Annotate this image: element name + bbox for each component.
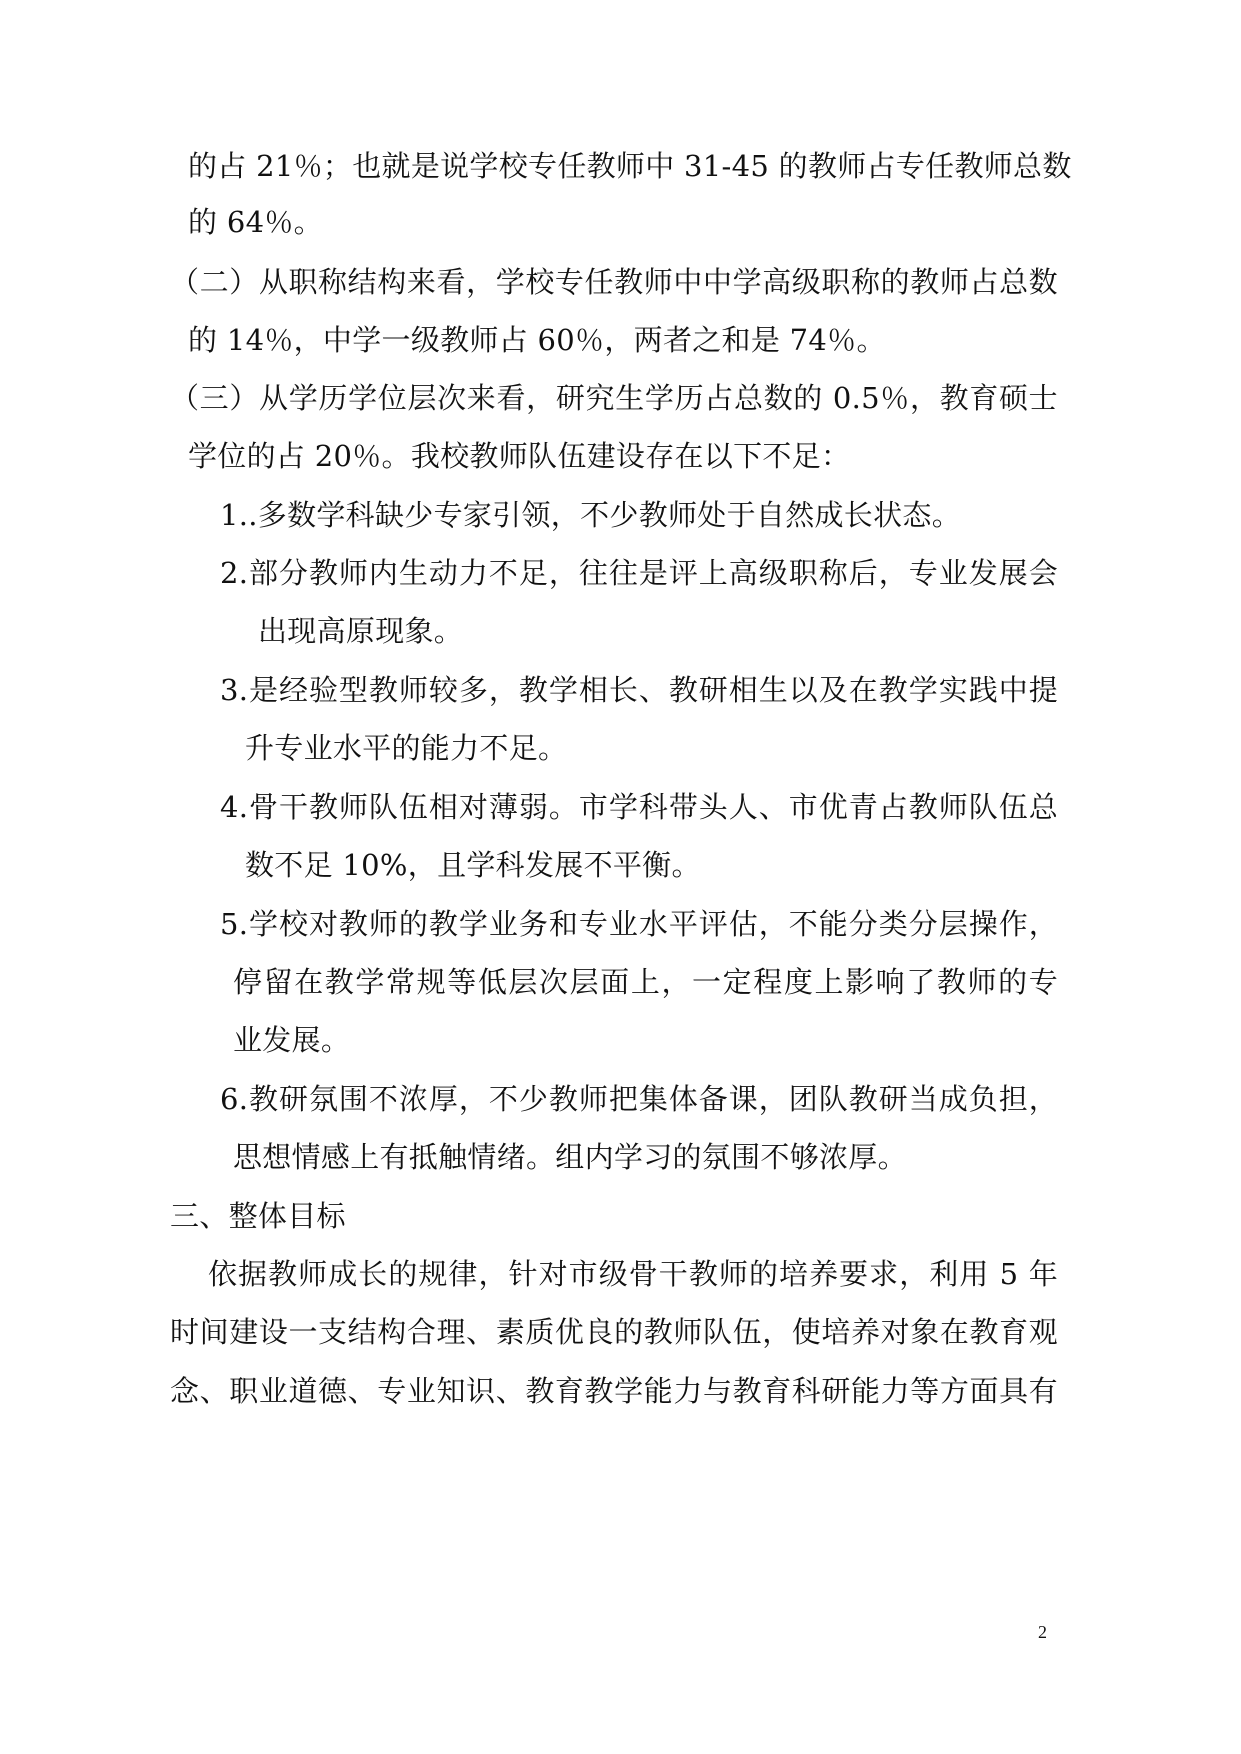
text-line: 学位的占 20％。我校教师队伍建设存在以下不足： — [188, 439, 851, 473]
text-line: 念、职业道德、专业知识、教育教学能力与教育科研能力等方面具有 — [170, 1374, 1058, 1408]
list-item: 1..多数学科缺少专家引领，不少教师处于自然成长状态。 — [220, 498, 961, 532]
list-item: 2.部分教师内生动力不足，往往是评上高级职称后，专业发展会 — [220, 556, 1058, 590]
list-item: 5.学校对教师的教学业务和专业水平评估，不能分类分层操作， — [220, 907, 1058, 941]
section-heading: 三、整体目标 — [170, 1199, 346, 1233]
list-item: 6.教研氛围不浓厚，不少教师把集体备课，团队教研当成负担， — [220, 1082, 1058, 1116]
list-item-continuation: 思想情感上有抵触情绪。组内学习的氛围不够浓厚。 — [233, 1140, 907, 1174]
list-item-continuation: 升专业水平的能力不足。 — [245, 731, 568, 765]
text-line: 依据教师成长的规律，针对市级骨干教师的培养要求，利用 5 年 — [208, 1257, 1058, 1291]
list-item-continuation: 数不足 10%，且学科发展不平衡。 — [245, 848, 701, 882]
text-line: （二）从职称结构来看，学校专任教师中中学高级职称的教师占总数 — [170, 265, 1058, 299]
text-line: 的 14％，中学一级教师占 60％，两者之和是 74％。 — [188, 323, 886, 357]
list-item: 4.骨干教师队伍相对薄弱。市学科带头人、市优青占教师队伍总 — [220, 790, 1058, 824]
list-item-continuation: 出现高原现象。 — [258, 614, 464, 648]
list-item-continuation: 停留在教学常规等低层次层面上，一定程度上影响了教师的专 — [233, 965, 1058, 999]
list-item-continuation: 业发展。 — [233, 1023, 351, 1057]
text-line: 的占 21％；也就是说学校专任教师中 31-45 的教师占专任教师总数 — [188, 149, 1072, 183]
text-line: （三）从学历学位层次来看，研究生学历占总数的 0.5％，教育硕士 — [170, 381, 1058, 415]
text-line: 时间建设一支结构合理、素质优良的教师队伍，使培养对象在教育观 — [170, 1315, 1058, 1349]
page-number: 2 — [1038, 1622, 1047, 1642]
text-line: 的 64％。 — [188, 205, 323, 239]
list-item: 3.是经验型教师较多，教学相长、教研相生以及在教学实践中提 — [220, 673, 1058, 707]
